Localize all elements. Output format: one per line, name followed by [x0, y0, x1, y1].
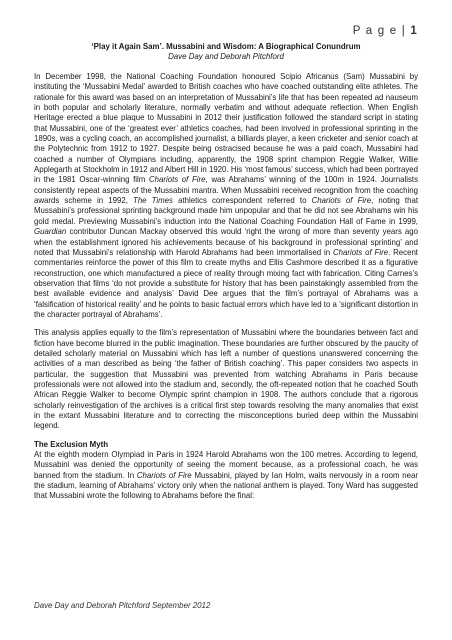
page-number: 1 [410, 25, 418, 37]
document-title: ‘Play it Again Sam’. Mussabini and Wisdom: A Biographical Conundrum [91, 42, 361, 51]
intro-paragraph: In December 1998, the National Coaching Foundation honoured Scipio Africanus (Sam) Mussabini by instituting the ‘Mussabini Medal’ awarded to British coaches who have coached outstanding elite athletes. The rationale for this award was based on an interpretation of Mussabini’s life that has been repeated ad nauseum in both popular and scholarly literature, normally verbatim and without adequate reflection. When English Heritage erected a blue plaque to Mussabini in 2012 their justification followed the standard script in stating that Mussabini, one of the ‘greatest ever’ athletics coaches, had been involved in professional sprinting in the 1890s, was a cycling coach, an accomplished journalist, a billiards player, a keen cricketer and senior coach at the Polytechnic from 1912 to 1927. Despite being ostracised because he was a paid coach, Mussabini had coached a number of Olympians including, apparently, the 1908 sprint champion Reggie Walker, Willie Applegarth at Stockholm in 1912 and Albert Hill in 1920. His ‘most famous’ success, which had been portrayed in the 1981 Oscar-winning film Chariots of Fire, was Abrahams’ winning of the 100m in 1924. Journalists consistently repeat aspects of the Mussabini mantra. When Mussabini received recognition from the coaching awards scheme in 1992, The Times athletics correspondent referred to Chariots of Fire, noting that Mussabini’s professional sprinting background made him unpopular and that he did not see Abrahams win his gold medal. Previewing Mussabini’s induction into the National Coaching Foundation Hall of Fame in 1999, Guardian contributor Duncan Mackay observed this would ‘right the wrong of more than seventy years ago when the establishment ignored his achievements because of his background in professional sprinting’ and noted that Mussabini’s relationship with Harold Abrahams had been immortalised in Chariots of Fire. Recent commentaries reinforce the power of this film to create myths and Ellis Cashmore described it as a figurative reconstruction, one which manufactured a piece of reality through mixing fact with fabrication. Citing Carnes’s observation that films ‘do not provide a substitute for history that has been painstakingly assembled from the best available evidence and analysis’ David Dee argues that the film’s portrayal of Abrahams was a ‘falsification of historical reality’ and he points to basic factual errors which have led to a ‘significant distortion in the character portrayal of Abrahams’. [34, 72, 418, 319]
section-paragraph: At the eighth modern Olympiad in Paris in 1924 Harold Abrahams won the 100 metres. According to legend, Mussabini was denied the opportunity of seeing the moment because, as a professional coach, he was banned from the stadium. In Chariots of Fire Mussabini, played by Ian Holm, waits nervously in a room near the stadium, learning of Abrahams’ victory only when the national anthem is played. Tony Ward has suggested that Mussabini wrote the following to Abrahams before the final: [34, 450, 418, 501]
page-footer: Dave Day and Deborah Pitchford September 2012 [34, 601, 211, 610]
section-heading: The Exclusion Myth [34, 439, 109, 449]
page-label: P a g e [352, 25, 398, 37]
page-header [34, 22, 418, 40]
analysis-paragraph: This analysis applies equally to the film’s representation of Mussabini where the boundaries between fact and fiction have become blurred in the public imagination. These boundaries are further obscured by the paucity of detailed scholarly material on Mussabini which has left a number of questions unanswered concerning the activities of a man described as being ‘the father of British coaching’. This paper considers two aspects in particular, the suggestion that Mussabini was prevented from watching Abrahams in Paris because professionals were not allowed into the stadium and, secondly, the oft-repeated notion that he coached South African Reggie Walker to become Olympic sprint champion in 1908. The authors conclude that a rigorous scholarly reinvestigation of the archives is a critical first step towards resolving the many anomalies that exist in the extant Mussabini literature and to correcting the misconceptions buried deep within the Mussabini legend. [34, 328, 418, 431]
page-separator: | [401, 25, 406, 37]
document-authors: Dave Day and Deborah Pitchford [168, 52, 284, 61]
